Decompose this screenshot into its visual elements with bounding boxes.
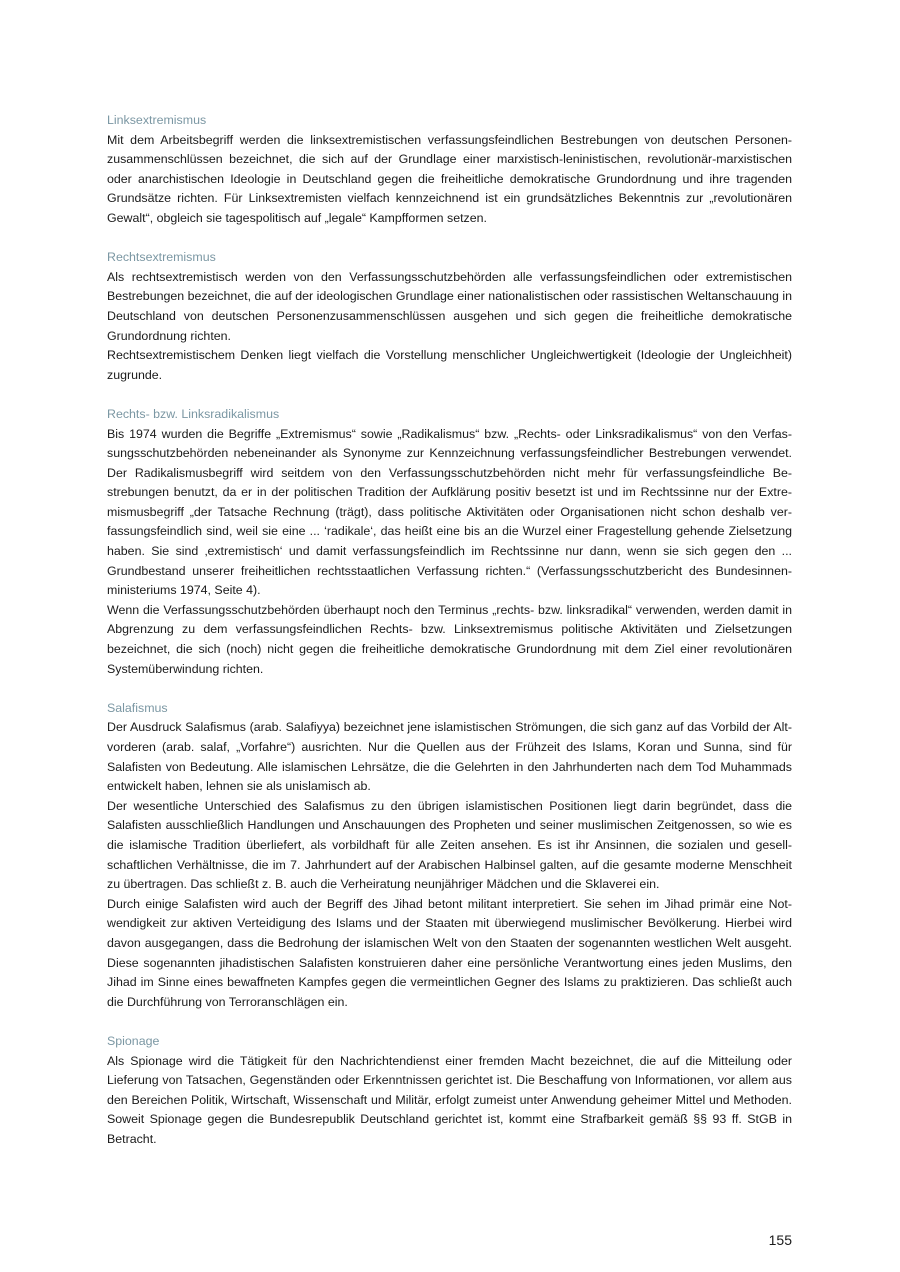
paragraph: Mit dem Arbeitsbegriff werden die linksextremistischen verfassungsfeindlichen Bestrebungen von deutschen Personenzusammenschlüssen bezeichnet, die sich auf der Grundlage einer marxistisch-leninistischen, revolutionär-marxistischen oder anarchistischen Ideologie in Deutschland gegen die freiheitliche demokratische Grundordnung und ihre tragenden Grundsätze richten. Für Linksextremisten vielfach kennzeichnend ist ein grundsätzliches Bekenntnis zur „revolutionären Gewalt“, obgleich sie tagespolitisch auf „legale“ Kampfformen setzen. xyxy=(107,132,792,225)
section-heading: Linksextremismus xyxy=(107,113,207,127)
section-heading: Spionage xyxy=(107,1033,160,1048)
paragraph: Als Spionage wird die Tätigkeit für den Nachrichtendienst einer fremden Macht bezeichnet, die auf die Mitteilung oder Lieferung von Tatsachen, Gegenständen oder Erkenntnissen gerichtet ist. Die Beschaffung von Informationen, vor allem aus den Bereichen Politik, Wirtschaft, Wissenschaft und Militär, erfolgt zumeist unter Anwendung geheimer Mittel und Methoden. Soweit Spionage gegen die Bundesrepublik Deutschland gerichtet ist, kommt eine Strafbarkeit gemäß §§ 93 ff. StGB in Betracht. xyxy=(107,1053,792,1146)
paragraph: Durch einige Salafisten wird auch der Begriff des Jihad betont militant interpretiert. Sie sehen im Jihad primär eine Notwendigkeit zur aktiven Verteidigung des Islams und der Staaten mit überwiegend muslimischer Bevölkerung. Hierbei wird davon ausgegangen, dass die Bedrohung der islamischen Welt von den Staaten der sogenannten westlichen Welt ausgeht. Diese sogenannten jihadistischen Salafisten konstruieren daher eine persönliche Verantwortung eines jeden Muslims, den Jihad im Sinne eines bewaffneten Kampfes gegen die vermeintlichen Gegner des Islams zu praktizieren. Das schließt auch die Durchführung von Terroranschlägen ein. xyxy=(107,896,792,1009)
document-body xyxy=(107,111,792,1169)
section-spionage xyxy=(107,1032,792,1150)
section-linksextremismus xyxy=(107,111,792,229)
paragraph: Der Ausdruck Salafismus (arab. Salafiyya) bezeichnet jene islamistischen Strömungen, die sich ganz auf das Vorbild der Altvorderen (arab. salaf, „Vorfahre“) ausrichten. Nur die Quellen aus der Frühzeit des Islams, Koran und Sunna, sind für Salafisten von Bedeutung. Alle islamischen Lehrsätze, die die Gelehrten in den Jahrhunderten nach dem Tod Muhammads entwickelt haben, lehnen sie als unislamisch ab. xyxy=(107,720,792,794)
section-heading: Rechts- bzw. Linksradikalismus xyxy=(107,406,280,421)
paragraph: Rechtsextremistischem Denken liegt vielfach die Vorstellung menschlicher Ungleichwertigkeit (Ideologie der Ungleichheit) zugrunde. xyxy=(107,348,792,382)
section-rechtsextremismus xyxy=(107,248,792,385)
section-heading: Salafismus xyxy=(107,700,168,715)
paragraph: Als rechtsextremistisch werden von den Verfassungsschutzbehörden alle verfassungsfeindlichen oder extremistischen Bestrebungen bezeichnet, die auf der ideologischen Grundlage einer nationalistischen oder rassistischen Weltanschauung in Deutschland von deutschen Personenzusammenschlüssen ausgehen und sich gegen die freiheitliche demokratische Grundordnung richten. xyxy=(107,269,792,343)
section-heading: Rechtsextremismus xyxy=(107,250,216,265)
section-radikalismus xyxy=(107,405,792,679)
page-number: 155 xyxy=(768,1232,792,1248)
section-salafismus xyxy=(107,699,792,1013)
paragraph: Wenn die Verfassungsschutzbehörden überhaupt noch den Terminus „rechts- bzw. linksradikal“ verwenden, werden damit in Abgrenzung zu dem verfassungsfeindlichen Rechts- bzw. Linksextremismus politische Aktivitäten und Zielsetzungen bezeichnet, die sich (noch) nicht gegen die freiheitliche demokratische Grundordnung mit dem Ziel einer revolutionären Systemüberwindung richten. xyxy=(107,602,792,676)
paragraph: Bis 1974 wurden die Begriffe „Extremismus“ sowie „Radikalismus“ bzw. „Rechts- oder Linksradikalismus“ von den Verfassungsschutzbehörden nebeneinander als Synonyme zur Kennzeichnung verfassungsfeindlicher Bestrebungen verwendet. Der Radikalismusbegriff wird seitdem von den Verfassungsschutzbehörden nicht mehr für verfassungsfeindliche Bestrebungen benutzt, da er in der politischen Tradition der Aufklärung positiv besetzt ist und im Rechtssinne nur der Extremismusbegriff „der Tatsache Rechnung (trägt), dass politische Aktivitäten oder Organisationen nicht schon deshalb verfassungsfeindlich sind, weil sie eine ... ‘radikale‘, das heißt eine bis an die Wurzel einer Fragestellung gehende Zielsetzung haben. Sie sind ‚extremistisch‘ und damit verfassungsfeindlich im Rechtssinne nur dann, wenn sie sich gegen den ... Grundbestand unserer freiheitlichen rechtsstaatlichen Verfassung richten.“ (Verfassungsschutzbericht des Bundesinnenministeriums 1974, Seite 4). xyxy=(107,426,792,598)
paragraph: Der wesentliche Unterschied des Salafismus zu den übrigen islamistischen Positionen liegt darin begründet, dass die Salafisten ausschließlich Handlungen und Anschauungen des Propheten und seiner muslimischen Zeitgenossen, so wie es die islamische Tradition überliefert, als vorbildhaft für alle Zeiten ansehen. Es ist ihr Ansinnen, die sozialen und gesellschaftlichen Verhältnisse, die im 7. Jahrhundert auf der Arabischen Halbinsel galten, auf die gesamte moderne Menschheit zu übertragen. Das schließt z. B. auch die Verheiratung neunjähriger Mädchen und die Sklaverei ein. xyxy=(107,798,792,892)
